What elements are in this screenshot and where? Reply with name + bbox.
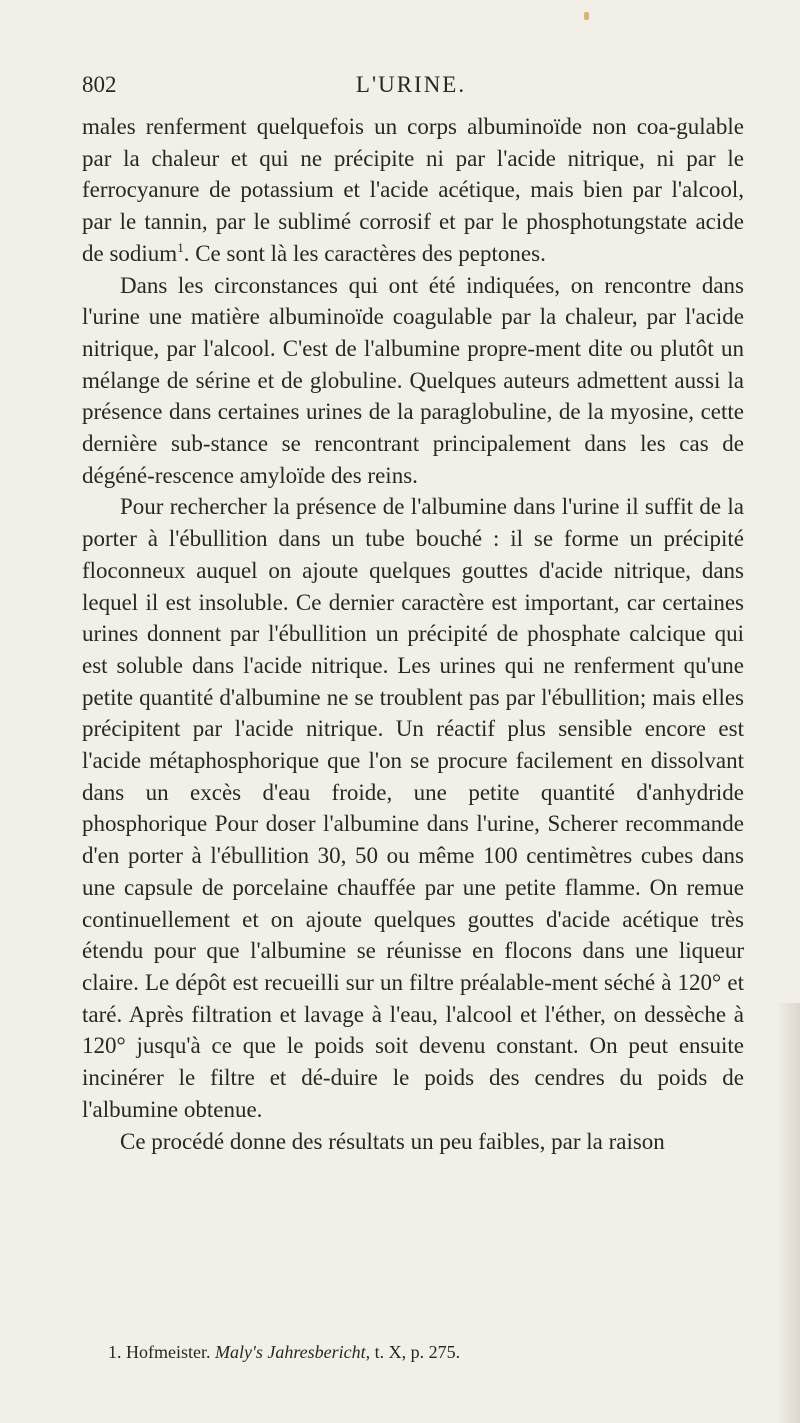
- paragraph-4: Ce procédé donne des résultats un peu faibles, par la raison: [120, 1128, 665, 1154]
- body-text: [82, 111, 744, 1157]
- footnote-marker: 1: [177, 239, 184, 255]
- footnote-number: 1.: [108, 1342, 122, 1362]
- paragraph-1-tail: . Ce sont là les caractères des peptones.: [183, 240, 546, 266]
- footnote-author: Hofmeister.: [126, 1342, 211, 1362]
- paragraph-3: Pour rechercher la présence de l'albumine dans l'urine il suffit de la porter à l'ébullition dans un tube bouché : il se forme un précipité floconneux auquel on ajoute quelques gouttes d'acide nitrique, dans lequel il est insoluble. Ce dernier caractère est important, car certaines urines donnent par l'ébullition un précipité de phosphate calcique qui est soluble dans l'acide nitrique. Les urines qui ne renferment qu'une petite quantité d'albumine ne se troublent pas par l'ébullition; mais elles précipitent par l'acide nitrique. Un réactif plus sensible encore est l'acide métaphosphorique que l'on se procure facilement en dissolvant dans un excès d'eau froide, une petite quantité d'anhydride phosphorique Pour doser l'albumine dans l'urine, Scherer recommande d'en porter à l'ébullition 30, 50 ou même 100 centimètres cubes dans une capsule de porcelaine chauffée par une petite flamme. On remue continuellement et on ajoute quelques gouttes d'acide acétique très étendu pour que l'albumine se réunisse en flocons dans une liqueur claire. Le dépôt est recueilli sur un filtre préalable-ment séché à 120° et taré. Après filtration et lavage à l'eau, l'alcool et l'éther, on dessèche à 120° jusqu'à ce que le poids soit devenu constant. On peut ensuite incinérer le filtre et dé-duire le poids des cendres du poids de l'albumine obtenue.: [82, 494, 744, 1122]
- footnote: [108, 1340, 738, 1364]
- paragraph-2: Dans les circonstances qui ont été indiquées, on rencontre dans l'urine une matière albuminoïde coagulable par la chaleur, par l'acide nitrique, par l'alcool. C'est de l'albumine propre-ment dite ou plutôt un mélange de sérine et de globuline. Quelques auteurs admettent aussi la présence dans certaines urines de la paraglobuline, de la myosine, cette dernière sub-stance se rencontrant principalement dans les cas de dégéné-rescence amyloïde des reins.: [82, 272, 744, 488]
- running-title: L'URINE.: [355, 72, 467, 97]
- paragraph-1-text: males renferment quelquefois un corps albuminoïde non coa-gulable par la chaleur et qui ne précipite ni par l'acide nitrique, ni par le ferrocyanure de potassium et l'acide acétique, mais bien par l'alcool, par le tannin, par le sublimé corrosif et par le phosphotungstate acide de sodium: [82, 114, 744, 266]
- page-header: [82, 72, 740, 108]
- page-edge-shadow: [776, 1003, 800, 1423]
- footnote-reference: t. X, p. 275.: [374, 1342, 461, 1362]
- paper-speck: [584, 12, 589, 20]
- paragraph-1: [82, 111, 744, 270]
- footnote-source: Maly's Jahresbericht,: [214, 1342, 371, 1362]
- page-number: 802: [82, 72, 117, 97]
